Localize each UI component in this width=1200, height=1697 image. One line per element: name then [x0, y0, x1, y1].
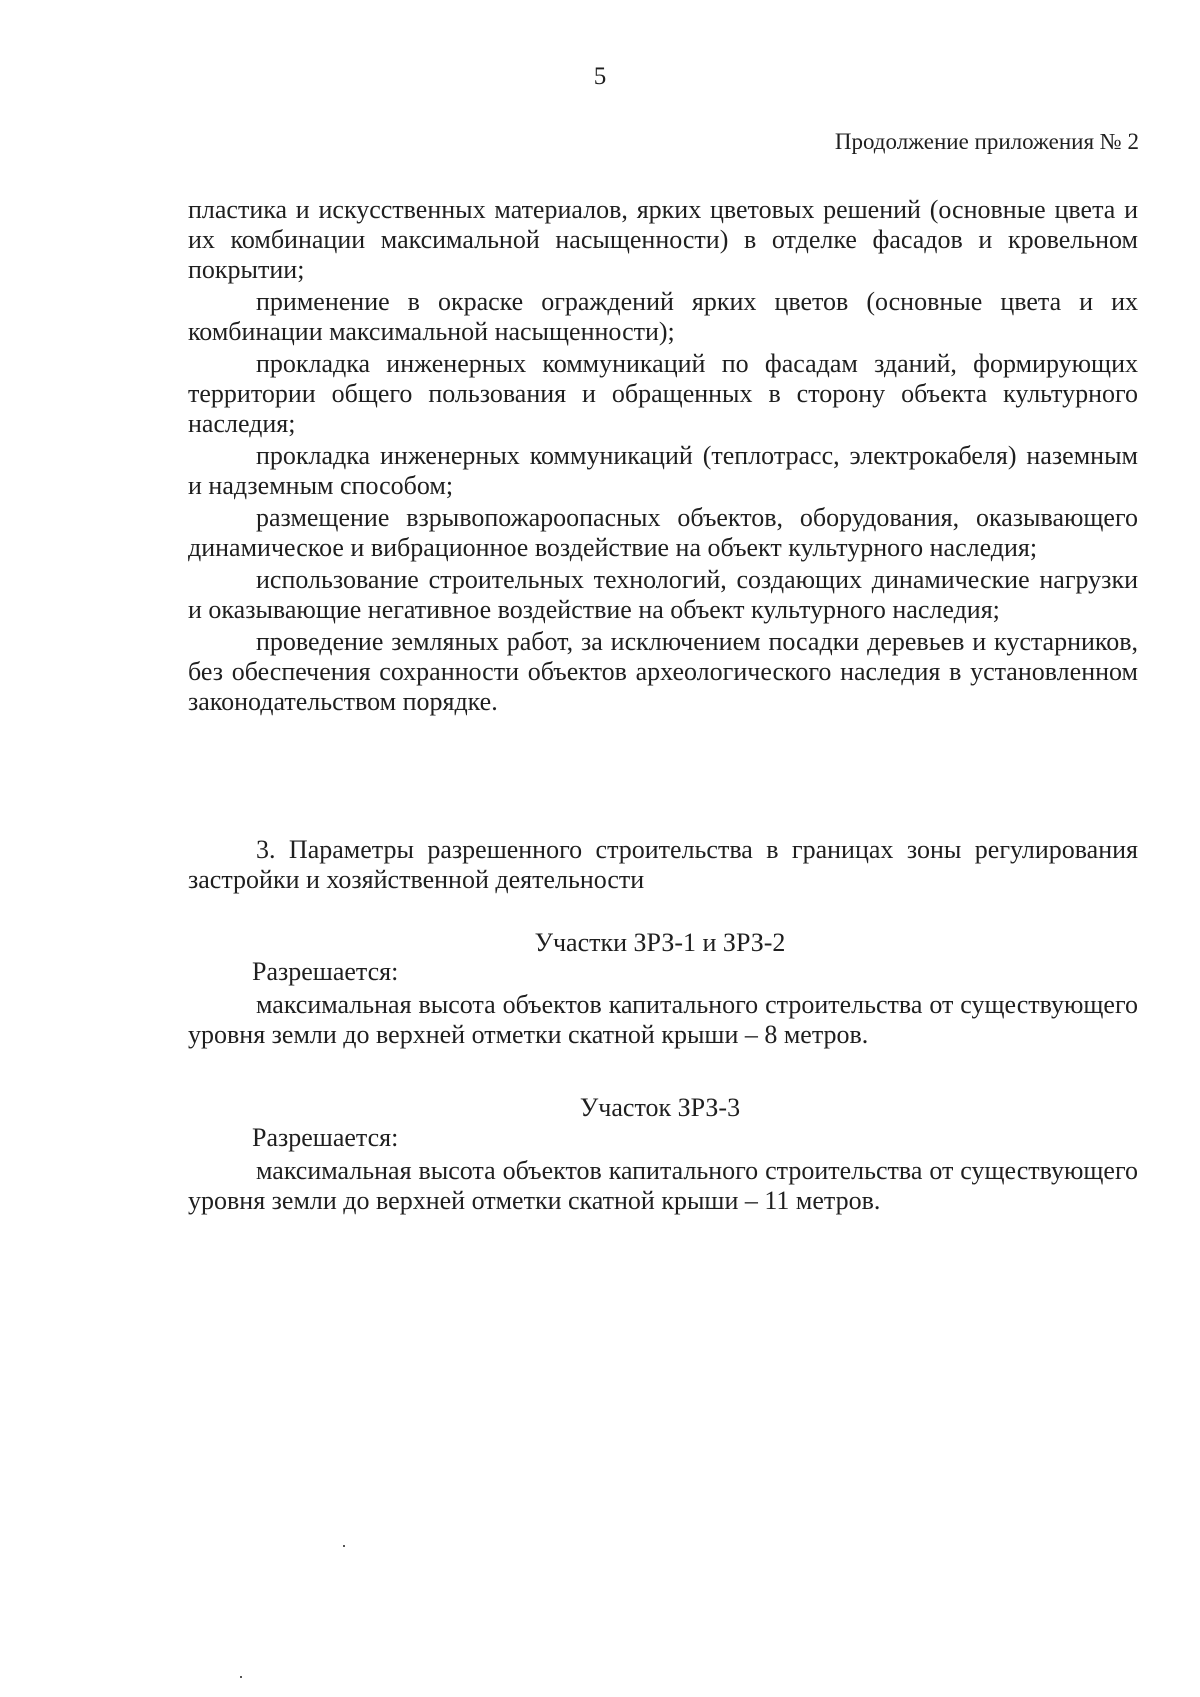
height-rule-zrz-3 — [188, 1156, 1138, 1216]
allowed-label: Разрешается: — [252, 1123, 399, 1152]
list-item: прокладка инженерных коммуникаций (теплотрасс, электрокабеля) наземным и надземным способом; — [188, 441, 1138, 500]
section-heading — [188, 835, 1138, 895]
allowed-label: Разрешается: — [252, 957, 399, 986]
restrictions-list — [188, 195, 1138, 719]
height-rule-text: максимальная высота объектов капитального строительства от существующего уровня земли до верхней отметки скатной крыши – 8 метров. — [188, 990, 1138, 1049]
plot-heading-zrz-3: Участок ЗРЗ-3 — [579, 1093, 741, 1122]
page-number: 5 — [593, 63, 607, 90]
plot-heading-zrz-1-2: Участки ЗРЗ-1 и ЗРЗ-2 — [534, 928, 786, 957]
list-item: прокладка инженерных коммуникаций по фасадам зданий, формирующих территории общего пользования и обращенных в сторону объекта культурного наследия; — [188, 349, 1138, 438]
list-item: размещение взрывопожароопасных объектов, оборудования, оказывающего динамическое и вибрационное воздействие на объект культурного наследия; — [188, 503, 1138, 562]
height-rule-text: максимальная высота объектов капитального строительства от существующего уровня земли до верхней отметки скатной крыши – 11 метров. — [188, 1156, 1138, 1215]
list-item: проведение земляных работ, за исключением посадки деревьев и кустарников, без обеспечения сохранности объектов археологического наследия в установленном законодательством порядке. — [188, 627, 1138, 716]
list-item: применение в окраске ограждений ярких цветов (основные цвета и их комбинации максимальной насыщенности); — [188, 287, 1138, 346]
section-title: 3. Параметры разрешенного строительства в границах зоны регулирования застройки и хозяйственной деятельности — [188, 835, 1138, 894]
list-item: пластика и искусственных материалов, ярких цветовых решений (основные цвета и их комбинации максимальной насыщенности) в отделке фасадов и кровельном покрытии; — [188, 195, 1138, 284]
scan-speck — [343, 1545, 345, 1547]
scan-speck — [240, 1676, 242, 1678]
appendix-continuation-note: Продолжение приложения № 2 — [834, 129, 1139, 154]
list-item: использование строительных технологий, создающих динамические нагрузки и оказывающие негативное воздействие на объект культурного наследия; — [188, 565, 1138, 624]
height-rule-zrz-1-2 — [188, 990, 1138, 1050]
